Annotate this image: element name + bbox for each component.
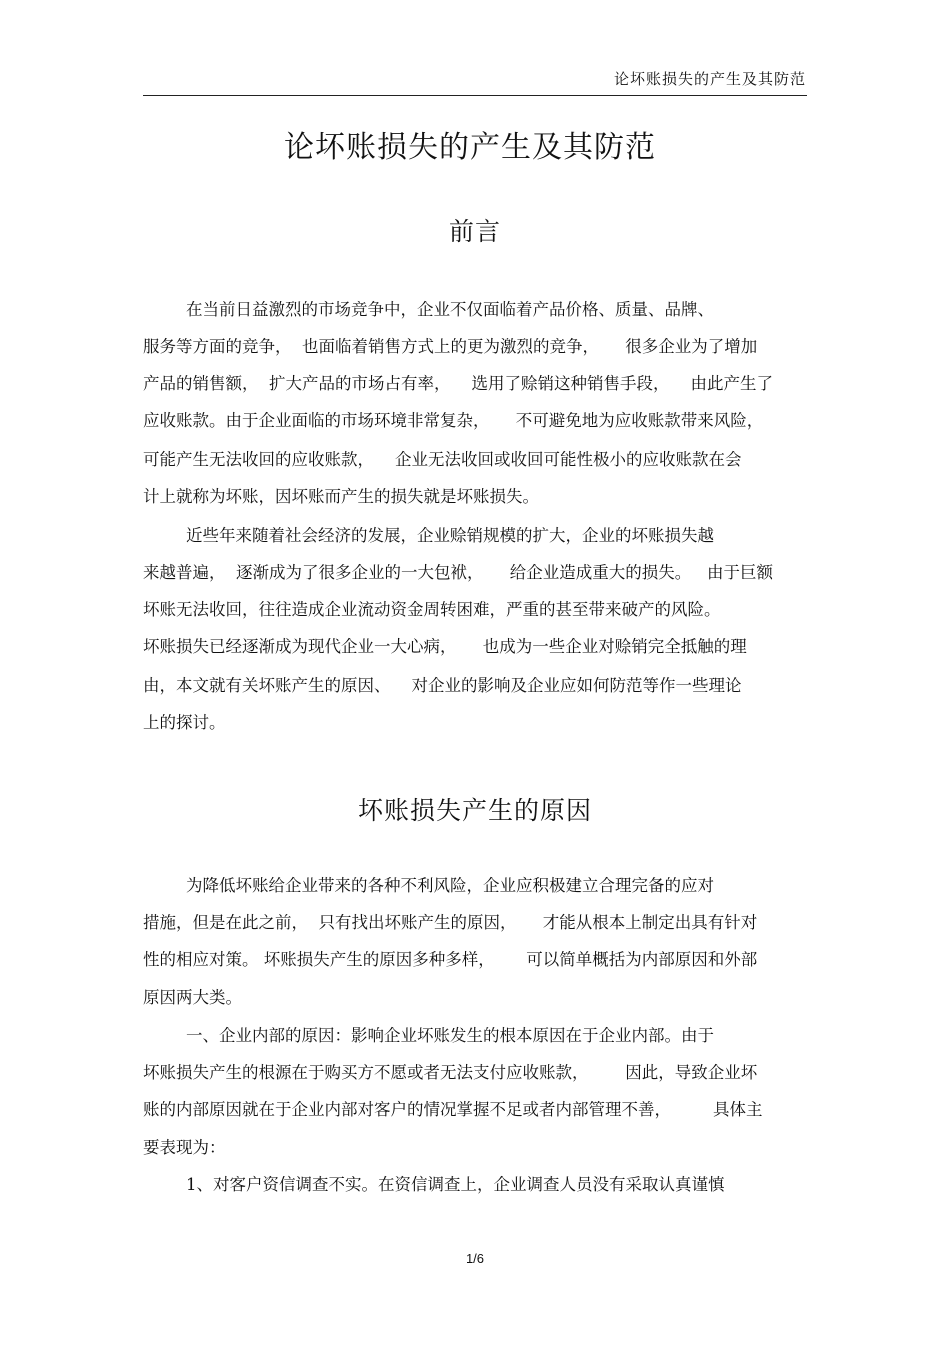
- paragraph-line: 为降低坏账给企业带来的各种不利风险，企业应积极建立合理完备的应对: [186, 876, 714, 895]
- paragraph-line: 1、对客户资信调查不实。在资信调查上，企业调查人员没有采取认真谨慎: [186, 1175, 725, 1194]
- paragraph-line: 一、企业内部的原因：影响企业坏账发生的根本原因在于企业内部。由于: [186, 1026, 714, 1045]
- paragraph-line: 原因两大类。: [143, 988, 242, 1007]
- paragraph-line: 账的内部原因就在于企业内部对客户的情况掌握不足或者内部管理不善， 具体主: [143, 1100, 763, 1119]
- paragraph-line: 计上就称为坏账，因坏账而产生的损失就是坏账损失。: [143, 487, 539, 506]
- paragraph-line: 在当前日益激烈的市场竞争中，企业不仅面临着产品价格、质量、品牌、: [186, 300, 714, 319]
- paragraph-line: 可能产生无法收回的应收账款， 企业无法收回或收回可能性极小的应收账款在会: [143, 450, 742, 469]
- paragraph-line: 性的相应对策。 坏账损失产生的原因多种多样， 可以简单概括为内部原因和外部: [143, 950, 758, 969]
- section-heading-causes: 坏账损失产生的原因: [357, 796, 592, 825]
- paragraph-line: 要表现为：: [143, 1138, 226, 1157]
- document-title: [0, 122, 950, 166]
- paragraph-line: 坏账损失已经逐渐成为现代企业一大心病， 也成为一些企业对赊销完全抵触的理: [143, 637, 747, 656]
- running-header: 论坏账损失的产生及其防范: [613, 70, 806, 88]
- paragraph-line: 近些年来随着社会经济的发展，企业赊销规模的扩大，企业的坏账损失越: [186, 526, 714, 545]
- paragraph-line: 由，本文就有关坏账产生的原因、 对企业的影响及企业应如何防范等作一些理论: [143, 676, 742, 695]
- paragraph-line: 服务等方面的竞争， 也面临着销售方式上的更为激烈的竞争， 很多企业为了增加: [143, 337, 758, 356]
- paragraph-line: 产品的销售额， 扩大产品的市场占有率， 选用了赊销这种销售手段， 由此产生了: [143, 374, 773, 393]
- paragraph-line: 应收账款。由于企业面临的市场环境非常复杂， 不可避免地为应收账款带来风险，: [143, 411, 764, 430]
- paragraph-line: 上的探讨。: [143, 713, 226, 732]
- page-number: 1/6: [465, 1251, 485, 1266]
- paragraph-line: 来越普遍， 逐渐成为了很多企业的一大包袱， 给企业造成重大的损失。 由于巨额: [143, 563, 773, 582]
- paragraph-line: 坏账损失产生的根源在于购买方不愿或者无法支付应收账款， 因此，导致企业坏: [143, 1063, 758, 1082]
- paragraph-line: 措施，但是在此之前， 只有找出坏账产生的原因， 才能从根本上制定出具有针对: [143, 913, 758, 932]
- section-heading-preface: 前言: [448, 217, 501, 246]
- header-rule: [143, 95, 807, 96]
- paragraph-line: 坏账无法收回，往往造成企业流动资金周转困难，严重的甚至带来破产的风险。: [143, 600, 721, 619]
- document-title-text: 论坏账损失的产生及其防范: [284, 130, 656, 165]
